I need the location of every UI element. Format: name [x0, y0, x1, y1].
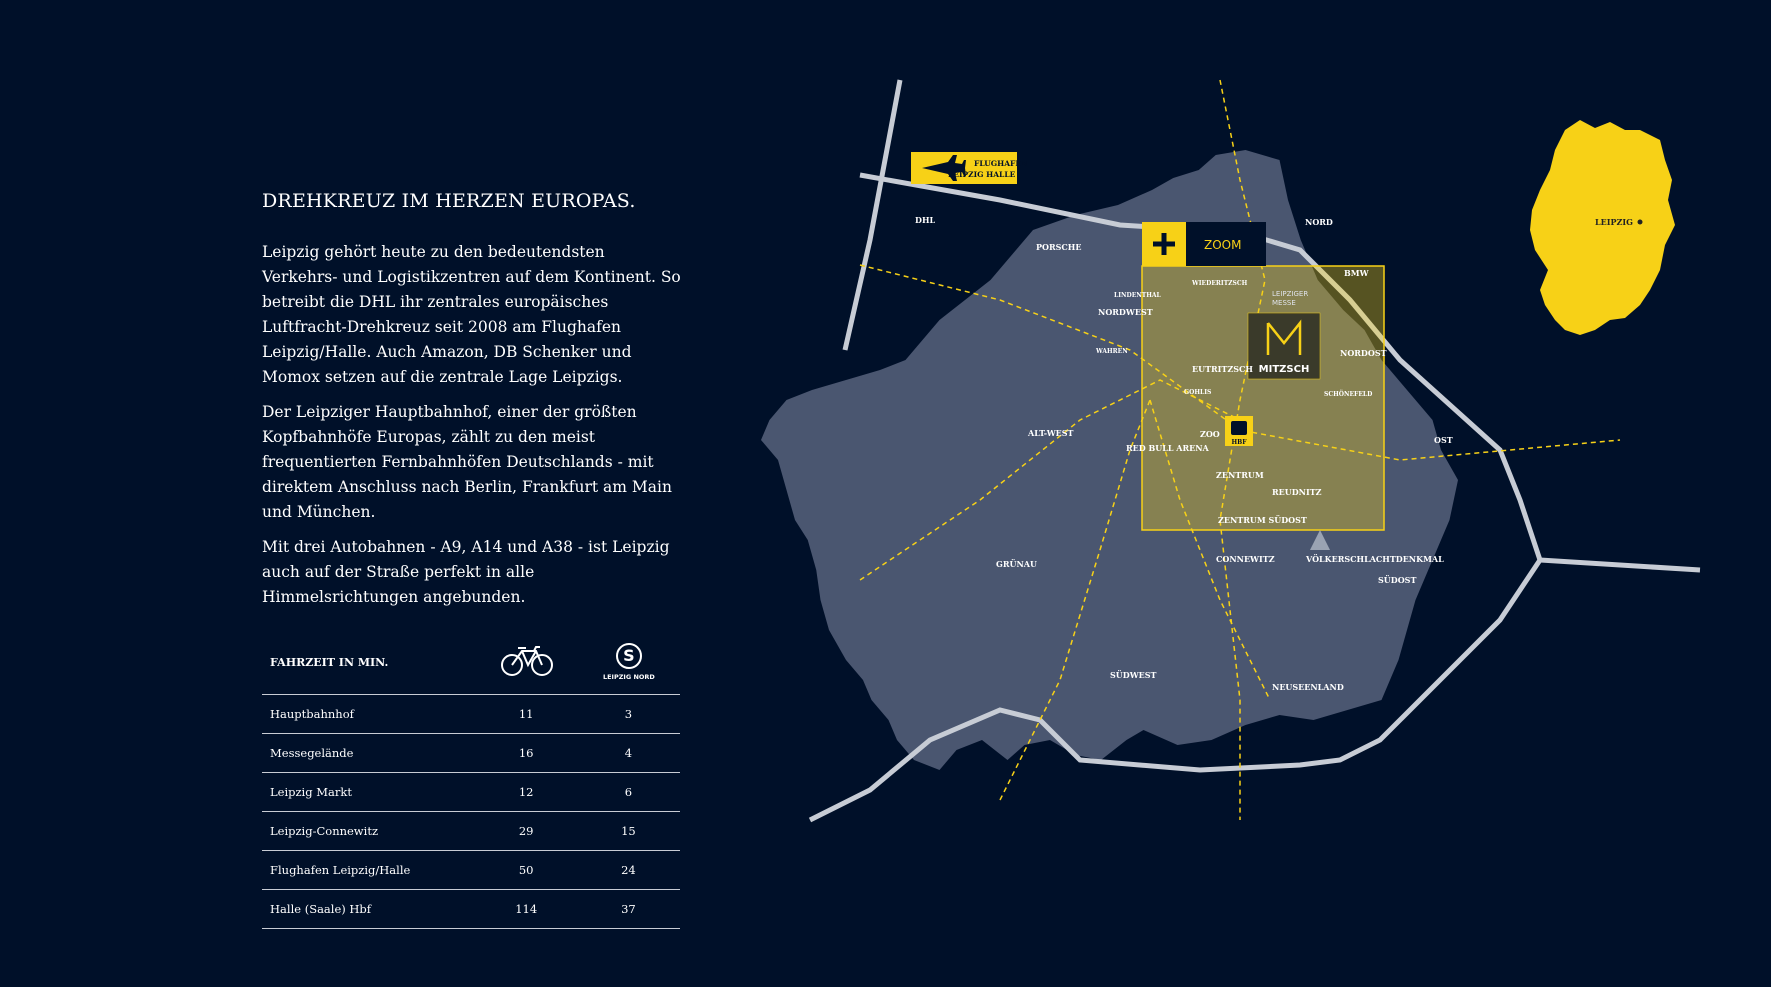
- row-sbahn-time: 3: [578, 695, 680, 734]
- germany-leipzig-label: LEIPZIG: [1595, 217, 1633, 227]
- page-title: DREHKREUZ IM HERZEN EUROPAS.: [262, 190, 636, 212]
- district-label: OST: [1434, 435, 1453, 445]
- airport-label-2: LEIPZIG HALLE: [948, 170, 1016, 179]
- paragraph-hauptbahnhof: Der Leipziger Hauptbahnhof, einer der größten Kopfbahnhöfe Europas, zählt zu den meist frequentierten Fernbahnhöfen Deutschlands - mit direktem Anschluss nach Berlin, Frankfurt am Main und München.: [262, 403, 672, 521]
- paragraph-autobahnen: Mit drei Autobahnen - A9, A14 und A38 - ist Leipzig auch auf der Straße perfekt in alle Himmelsrichtungen angebunden.: [262, 538, 670, 606]
- district-label: NORD: [1305, 217, 1333, 227]
- row-bike-time: 114: [476, 890, 578, 929]
- district-label: ZENTRUM: [1216, 470, 1264, 480]
- row-place: Halle (Saale) Hbf: [262, 890, 476, 929]
- hbf-label: HBF: [1231, 439, 1247, 446]
- train-icon: [1231, 421, 1247, 435]
- district-label: BMW: [1344, 268, 1369, 278]
- row-sbahn-time: 24: [578, 851, 680, 890]
- district-label: GOHLIS: [1184, 389, 1212, 396]
- district-label: LINDENTHAL: [1114, 292, 1161, 299]
- leipzig-dot-icon: [1638, 220, 1643, 225]
- messe-label-2: MESSE: [1272, 299, 1296, 307]
- s-bahn-icon: S: [616, 643, 642, 669]
- row-bike-time: 29: [476, 812, 578, 851]
- row-sbahn-time: 4: [578, 734, 680, 773]
- district-label: CONNEWITZ: [1216, 554, 1275, 564]
- row-bike-time: 11: [476, 695, 578, 734]
- row-bike-time: 50: [476, 851, 578, 890]
- district-label: EUTRITZSCH: [1192, 364, 1253, 374]
- district-label: VÖLKERSCHLACHTDENKMAL: [1306, 554, 1444, 564]
- s-bahn-station-label: LEIPZIG NORD: [602, 673, 655, 681]
- district-label: NEUSEENLAND: [1272, 682, 1344, 692]
- district-label: GRÜNAU: [996, 559, 1037, 569]
- district-label: NORDOST: [1340, 348, 1387, 358]
- district-label: PORSCHE: [1036, 242, 1082, 252]
- district-label: NORDWEST: [1098, 307, 1153, 317]
- row-sbahn-time: 15: [578, 812, 680, 851]
- district-label: REUDNITZ: [1272, 487, 1322, 497]
- messe-label-1: LEIPZIGER: [1272, 290, 1309, 298]
- mitzsch-label: MITZSCH: [1258, 364, 1310, 375]
- table-header-label: FAHRZEIT IN MIN.: [270, 655, 389, 669]
- district-label: WIEDERITZSCH: [1192, 280, 1248, 287]
- district-label: SÜDOST: [1378, 575, 1417, 585]
- row-place: Messegelände: [262, 734, 476, 773]
- mitzsch-project-marker[interactable]: [1248, 313, 1320, 379]
- airport-marker[interactable]: [911, 152, 1028, 184]
- row-sbahn-time: 6: [578, 773, 680, 812]
- zoom-area: [1142, 266, 1384, 530]
- airport-label-1: FLUGHAFEN: [974, 159, 1028, 168]
- germany-map: [1530, 120, 1675, 335]
- zoom-label: ZOOM: [1204, 238, 1242, 252]
- district-label: SÜDWEST: [1110, 670, 1157, 680]
- row-place: Leipzig Markt: [262, 773, 476, 812]
- row-place: Flughafen Leipzig/Halle: [262, 851, 476, 890]
- zoom-button[interactable]: [1142, 222, 1266, 266]
- row-place: Leipzig-Connewitz: [262, 812, 476, 851]
- district-label: ZOO: [1200, 429, 1220, 439]
- hbf-marker[interactable]: [1225, 416, 1253, 446]
- row-place: Hauptbahnhof: [262, 695, 476, 734]
- row-sbahn-time: 37: [578, 890, 680, 929]
- district-label: ALT-WEST: [1028, 428, 1074, 438]
- district-label: WAHREN: [1096, 348, 1128, 355]
- district-label: SCHÖNEFELD: [1324, 391, 1373, 398]
- district-label: RED BULL ARENA: [1126, 443, 1209, 453]
- district-label: DHL: [915, 215, 936, 225]
- row-bike-time: 12: [476, 773, 578, 812]
- paragraph-dhl: Leipzig gehört heute zu den bedeutendsten Verkehrs- und Logistikzentren auf dem Kontinent. So betreibt die DHL ihr zentrales europäisches Luftfracht-Drehkreuz seit 2008 am Flughafen Leipzig/Halle. Auch Amazon, DB Schenker und Momox setzen auf die zentrale Lage Leipzigs.: [262, 243, 681, 386]
- district-label: ZENTRUM SÜDOST: [1218, 515, 1307, 525]
- row-bike-time: 16: [476, 734, 578, 773]
